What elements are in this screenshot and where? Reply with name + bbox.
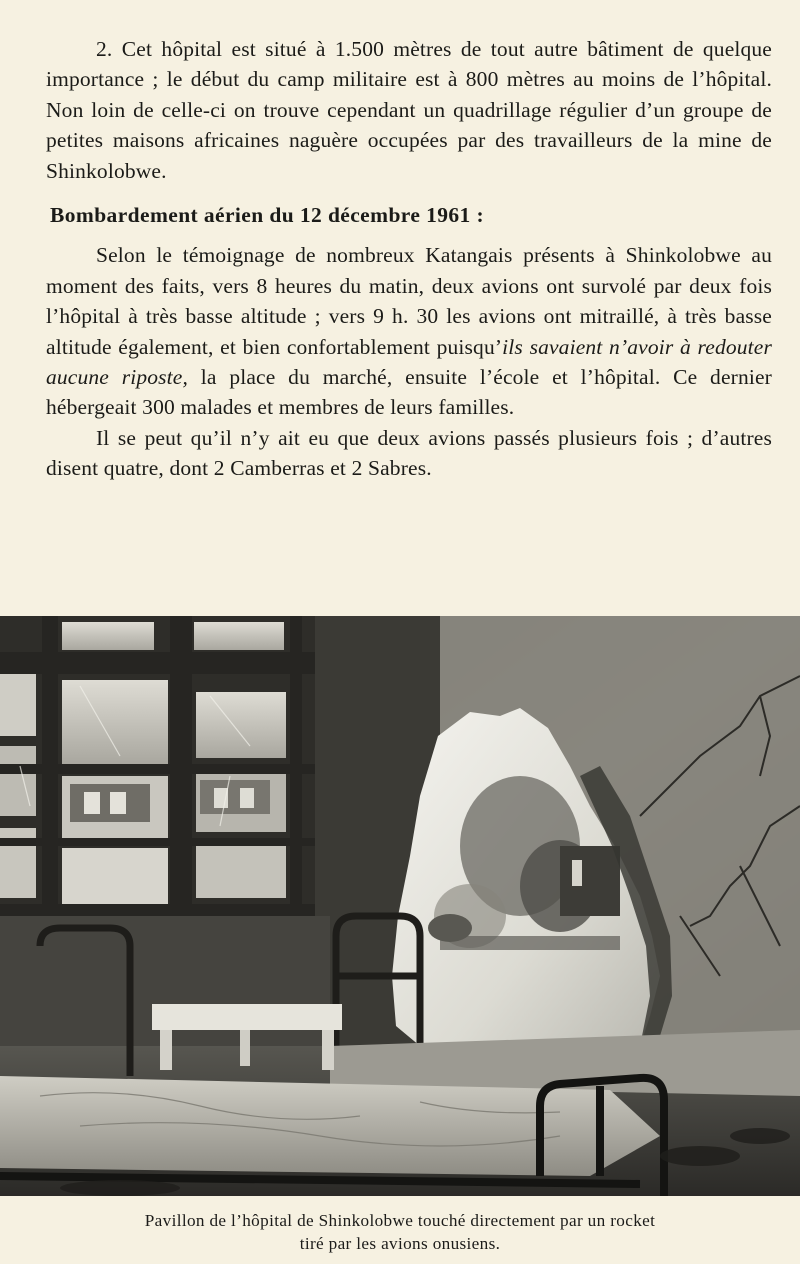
hospital-ward-photo [0, 616, 800, 1196]
paragraph-2-italic: ils savaient n’avoir à redouter aucune riposte, [46, 334, 772, 390]
photo-illustration [0, 616, 800, 1196]
section-heading: Bombardement aérien du 12 décembre 1961 : [50, 203, 485, 228]
front-mattress [0, 1076, 660, 1176]
paragraph-3 [46, 423, 772, 484]
caption-line-1: Pavillon de l’hôpital de Shinkolobwe touché directement par un rocket [144, 1211, 656, 1230]
paragraph-1-text: Cet hôpital est situé à 1.500 mètres de tout autre bâtiment de quelque importance ; le début du camp militaire est à 800 mètres au moins de l’hôpital. Non loin de celle-ci on trouve cependant un quadrillage régulier d’un groupe de petites maisons africaines naguère occupées par des travailleurs de la mine de Shinkolobwe. [46, 37, 773, 183]
paragraph-2 [46, 240, 772, 422]
body-text [46, 34, 772, 484]
paragraph-1 [46, 34, 772, 186]
caption-line-2: tiré par les avions onusiens. [299, 1234, 501, 1253]
paragraph-number: 2. [96, 37, 113, 61]
paragraph-2-text-after: la place du marché, ensuite l’école et l’hôpital. Ce dernier hébergeait 300 malades et membres de leurs familles. [46, 365, 772, 420]
paragraph-2-text-before: Selon le témoignage de nombreux Katangais présents à Shinkolobwe au moment des faits, vers 8 heures du matin, deux avions ont survolé par deux fois l’hôpital à très basse altitude ; vers 9 h. 30 les avions ont mitraillé, à très basse altitude également, et bien confortablement puisqu’ [46, 243, 772, 359]
paragraph-3-text: Il se peut qu’il n’y ait eu que deux avions passés plusieurs fois ; d’autres disent quatre, dont 2 Camberras et 2 Sabres. [46, 425, 772, 481]
photo-caption [30, 1209, 770, 1255]
